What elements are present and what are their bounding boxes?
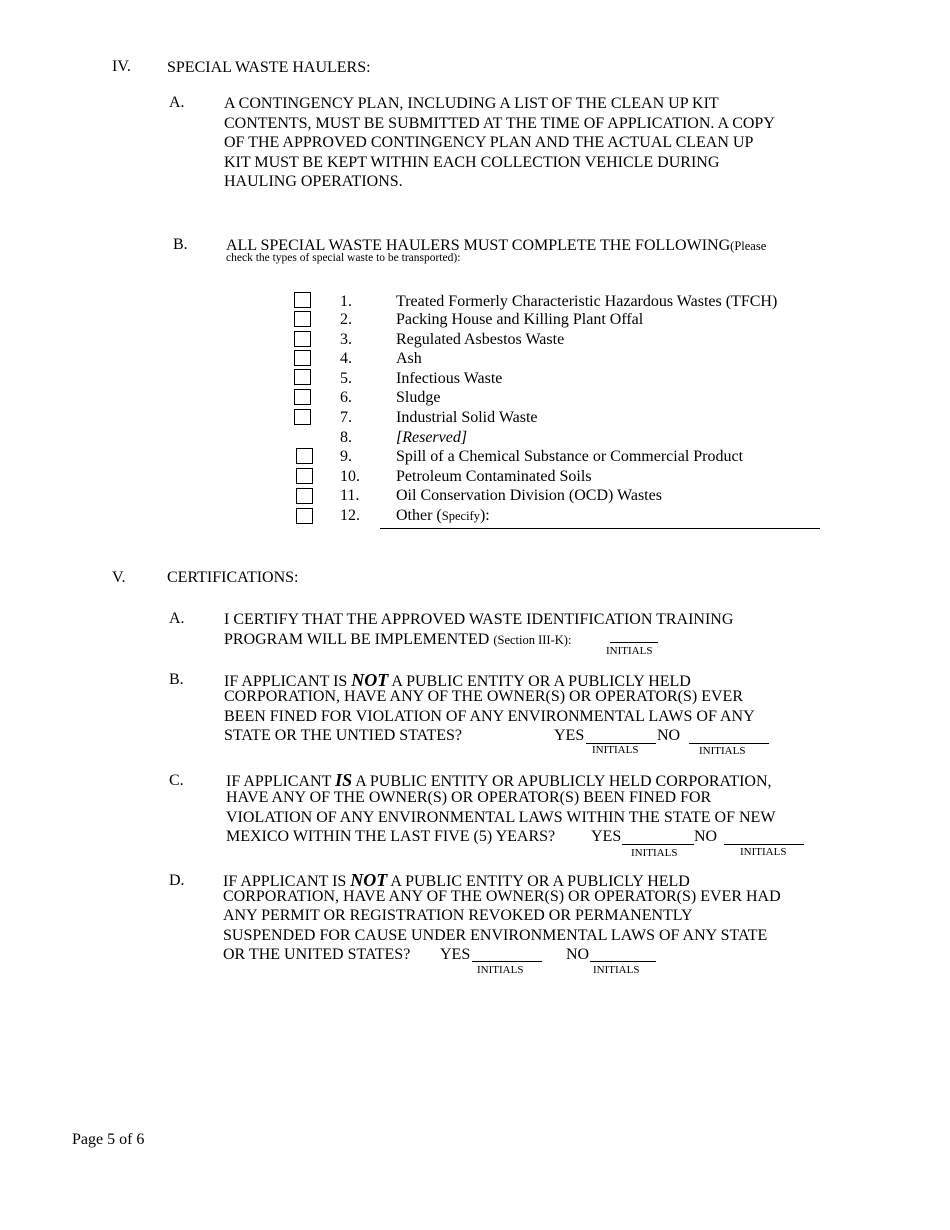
- initials-caption: INITIALS: [631, 847, 678, 859]
- checkbox-ocd-wastes[interactable]: [296, 488, 313, 504]
- initials-caption: INITIALS: [477, 964, 524, 976]
- initials-caption: INITIALS: [606, 645, 653, 657]
- cert-d-line4: SUSPENDED FOR CAUSE UNDER ENVIRONMENTAL LAWS OF ANY STATE: [223, 927, 768, 944]
- cert-d-label: D.: [169, 872, 185, 889]
- item-label: Regulated Asbestos Waste: [396, 331, 565, 348]
- cert-c-line2: HAVE ANY OF THE OWNER(S) OR OPERATOR(S) BEEN FINED FOR: [226, 789, 712, 806]
- section-v-title: CERTIFICATIONS:: [167, 569, 299, 586]
- item-label: Petroleum Contaminated Soils: [396, 468, 592, 485]
- cert-c-no: NO: [694, 828, 718, 845]
- cert-a-line1: I CERTIFY THAT THE APPROVED WASTE IDENTIFICATION TRAINING: [224, 611, 734, 628]
- cert-c-label: C.: [169, 772, 184, 789]
- item-number: 1.: [340, 293, 352, 310]
- cert-d-line1: IF APPLICANT IS NOT A PUBLIC ENTITY OR A PUBLICLY HELD: [223, 870, 690, 890]
- checkbox-packing-house-offal[interactable]: [294, 311, 311, 327]
- section-iv-b-small: (Please: [730, 239, 767, 253]
- item-label-other: Other (Specify):: [396, 507, 490, 524]
- cert-b-line3: BEEN FINED FOR VIOLATION OF ANY ENVIRONMENTAL LAWS OF ANY: [224, 708, 755, 725]
- initials-caption: INITIALS: [592, 744, 639, 756]
- cert-c-line3: VIOLATION OF ANY ENVIRONMENTAL LAWS WITHIN THE STATE OF NEW: [226, 809, 776, 826]
- section-iv-a-label: A.: [169, 94, 185, 111]
- cert-d-yes-field[interactable]: [472, 961, 542, 962]
- cert-b-line1: IF APPLICANT IS NOT A PUBLIC ENTITY OR A PUBLICLY HELD: [224, 670, 691, 690]
- item-number: 9.: [340, 448, 352, 465]
- item-number: 7.: [340, 409, 352, 426]
- item-label: Infectious Waste: [396, 370, 503, 387]
- text-line: KIT MUST BE KEPT WITHIN EACH COLLECTION VEHICLE DURING: [224, 153, 720, 171]
- cert-b-line4: STATE OR THE UNTIED STATES?: [224, 727, 463, 744]
- initials-caption: INITIALS: [740, 846, 787, 858]
- checkbox-other[interactable]: [296, 508, 313, 524]
- section-iv-a-text: [224, 94, 775, 192]
- section-iv-b-instruction: check the types of special waste to be transported):: [226, 252, 461, 264]
- item-number: 8.: [340, 429, 352, 446]
- item-number: 11.: [340, 487, 360, 504]
- cert-c-yes: YES: [591, 828, 622, 845]
- cert-d-yes: YES: [440, 946, 471, 963]
- checkbox-infectious-waste[interactable]: [294, 369, 311, 385]
- item-label: Industrial Solid Waste: [396, 409, 538, 426]
- page-number: Page 5 of 6: [72, 1131, 145, 1148]
- cert-d-no: NO: [566, 946, 590, 963]
- section-v-number: V.: [112, 569, 126, 586]
- item-number: 2.: [340, 311, 352, 328]
- item-label: Packing House and Killing Plant Offal: [396, 311, 644, 328]
- checkbox-chemical-spill[interactable]: [296, 448, 313, 464]
- checkbox-industrial-solid-waste[interactable]: [294, 409, 311, 425]
- cert-d-no-field[interactable]: [590, 961, 656, 962]
- item-label: Sludge: [396, 389, 441, 406]
- checkbox-sludge[interactable]: [294, 389, 311, 405]
- item-label: Ash: [396, 350, 422, 367]
- checkbox-petroleum-soils[interactable]: [296, 468, 313, 484]
- cert-a-initials-field[interactable]: [610, 642, 658, 643]
- item-label: Spill of a Chemical Substance or Commercial Product: [396, 448, 744, 465]
- section-iv-title: SPECIAL WASTE HAULERS:: [167, 59, 371, 76]
- text-line: HAULING OPERATIONS.: [224, 173, 403, 190]
- cert-d-line2: CORPORATION, HAVE ANY OF THE OWNER(S) OR OPERATOR(S) EVER HAD: [223, 888, 781, 905]
- cert-a-label: A.: [169, 610, 185, 627]
- cert-c-no-field[interactable]: [724, 844, 804, 845]
- text-line: A CONTINGENCY PLAN, INCLUDING A LIST OF THE CLEAN UP KIT: [224, 95, 719, 112]
- section-iv-number: IV.: [112, 58, 131, 75]
- text-line: CONTENTS, MUST BE SUBMITTED AT THE TIME OF APPLICATION. A COPY: [224, 114, 775, 132]
- initials-caption: INITIALS: [593, 964, 640, 976]
- cert-b-no: NO: [657, 727, 681, 744]
- cert-a-line2: PROGRAM WILL BE IMPLEMENTED (Section III-K):: [224, 631, 572, 648]
- cert-b-line2: CORPORATION, HAVE ANY OF THE OWNER(S) OR OPERATOR(S) EVER: [224, 688, 743, 705]
- checkbox-regulated-asbestos[interactable]: [294, 331, 311, 347]
- cert-c-line1: IF APPLICANT IS A PUBLIC ENTITY OR APUBLICLY HELD CORPORATION,: [226, 770, 772, 790]
- cert-b-yes: YES: [554, 727, 585, 744]
- item-label: Treated Formerly Characteristic Hazardous Wastes (TFCH): [396, 293, 778, 310]
- other-specify-field[interactable]: [380, 528, 820, 529]
- checkbox-tfch[interactable]: [294, 292, 311, 308]
- text-line: OF THE APPROVED CONTINGENCY PLAN AND THE ACTUAL CLEAN UP: [224, 134, 754, 151]
- section-iv-b-main: ALL SPECIAL WASTE HAULERS MUST COMPLETE THE FOLLOWING: [226, 237, 731, 254]
- item-label: Oil Conservation Division (OCD) Wastes: [396, 487, 662, 504]
- item-number: 12.: [340, 507, 360, 524]
- checkbox-ash[interactable]: [294, 350, 311, 366]
- item-number: 6.: [340, 389, 352, 406]
- item-number: 5.: [340, 370, 352, 387]
- initials-caption: INITIALS: [699, 745, 746, 757]
- item-number: 3.: [340, 331, 352, 348]
- cert-b-label: B.: [169, 671, 184, 688]
- cert-d-line3: ANY PERMIT OR REGISTRATION REVOKED OR PERMANENTLY: [223, 907, 693, 924]
- item-number: 4.: [340, 350, 352, 367]
- section-iv-b-label: B.: [173, 236, 188, 253]
- item-number: 10.: [340, 468, 360, 485]
- cert-c-yes-field[interactable]: [622, 844, 694, 845]
- cert-c-line4: MEXICO WITHIN THE LAST FIVE (5) YEARS?: [226, 828, 556, 845]
- item-label-reserved: [Reserved]: [396, 429, 468, 446]
- cert-b-no-field[interactable]: [689, 743, 769, 744]
- cert-d-line5: OR THE UNITED STATES?: [223, 946, 411, 963]
